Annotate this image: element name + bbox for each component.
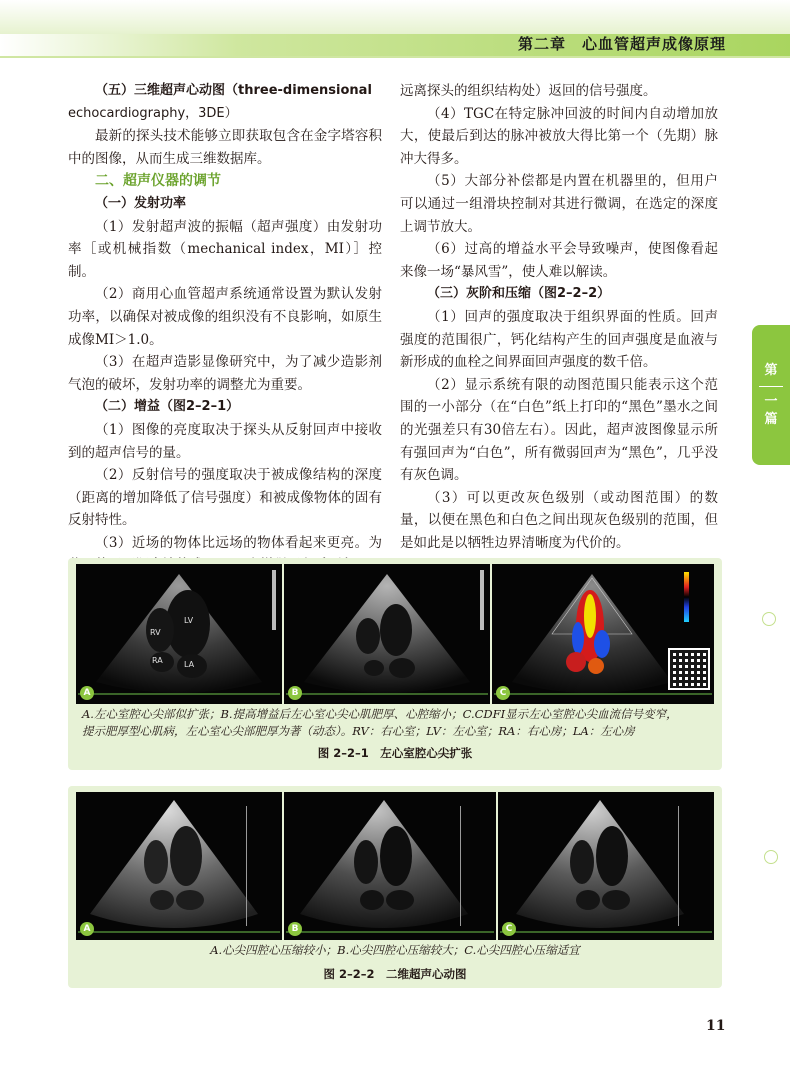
- panel-letter-b: B: [288, 686, 302, 700]
- qr-code: [668, 648, 710, 690]
- paragraph: （5）大部分补偿都是内置在机器里的，但用户可以通过一组滑块控制对其进行微调，在选定的深度上调节放大。: [400, 173, 718, 235]
- paragraph: （3）在超声造影显像研究中，为了减少造影剂气泡的破坏，发射功率的调整尤为重要。: [68, 354, 382, 393]
- echo-image: [284, 564, 490, 704]
- label-lv: LV: [184, 616, 194, 625]
- chapter-title: 第二章 心血管超声成像原理: [517, 35, 726, 53]
- side-tab-char: 一: [764, 393, 778, 409]
- paragraph: （3）可以更改灰色级别（或动图范围）的数量，以便在黑色和白色之间出现灰色级别的范围，但是如此是以牺牲边界清晰度为代价的。: [400, 489, 718, 551]
- paragraph: （1）图像的亮度取决于探头从反射回声中接收到的超声信号的量。: [68, 421, 382, 461]
- panel-letter-c: C: [496, 686, 510, 700]
- paragraph: （2）商用心血管超声系统通常设置为默认发射功率，以确保对被成像的组织没有不良影响，如原生成像MI＞1.0。: [68, 286, 382, 348]
- paragraph: （1）回声的强度取决于组织界面的性质。回声强度的范围很广，钙化结构产生的回声强度是血液与新形成的血栓之间界面回声强度的数千倍。: [400, 308, 718, 371]
- figure-title: 图 2–2–2 二维超声心动图: [323, 967, 467, 981]
- echo-image: [498, 792, 714, 940]
- panel-letter-a: A: [80, 686, 94, 700]
- decorative-circle: [764, 850, 778, 864]
- figure-title: 图 2–2–1 左心室腔心尖扩张: [317, 746, 473, 760]
- figure-2-2-2: [68, 786, 722, 988]
- caption-line: A.左心室腔心尖部似扩张；B.提高增益后左心室心尖心肌肥厚、心腔缩小；C.CDFI显示左心室腔心尖血流信号变窄，: [82, 707, 678, 721]
- section-5-heading-cont: echocardiography，3DE）: [68, 105, 238, 121]
- decorative-circle: [762, 612, 776, 626]
- paragraph: （2）显示系统有限的动图范围只能表示这个范围的一小部分（在“白色”纸上打印的“黑色”墨水之间的光强差只有30倍左右）。因此，超声波图像显示所有强回声为“白色”，所有微弱回声为“黑色”，几乎没有灰色调。: [400, 376, 718, 484]
- page-number: 11: [706, 1018, 726, 1034]
- left-column: [68, 80, 382, 577]
- subsection-heading-power: （一）发射功率: [95, 195, 187, 211]
- paragraph: （4）TGC在特定脉冲回波的时间内自动增加放大，使最后到达的脉冲被放大得比第一个（先期）脉冲大得多。: [400, 105, 718, 167]
- panel-letter-b: B: [288, 922, 302, 936]
- subsection-heading-gain: （二）增益（图2–2–1）: [95, 399, 240, 415]
- right-column: [400, 80, 718, 554]
- echo-panel-a: [76, 792, 282, 940]
- label-la: LA: [184, 660, 195, 669]
- paragraph: 远离探头的组织结构处）返回的信号强度。: [400, 83, 657, 99]
- echo-panel-c: [498, 792, 714, 940]
- echo-panel-b: [284, 564, 490, 704]
- echo-image: [76, 792, 282, 940]
- figure-caption: [82, 706, 708, 740]
- figure-caption: A.心尖四腔心压缩较小；B.心尖四腔心压缩较大；C.心尖四腔心压缩适宜: [210, 943, 580, 957]
- subsection-heading-grayscale: （三）灰阶和压缩（图2–2–2）: [427, 286, 611, 302]
- side-tab: [752, 325, 790, 465]
- panel-letter-c: C: [502, 922, 516, 936]
- echo-panel-b: [284, 792, 496, 940]
- echo-panel-c: [492, 564, 714, 704]
- side-tab-char: 篇: [764, 411, 778, 427]
- echo-panel-a: [76, 564, 282, 704]
- section-2-heading: 二、超声仪器的调节: [95, 173, 221, 190]
- paragraph: （3）近场的物体比远场的物体看起来更亮。为: [95, 534, 382, 551]
- label-rv: RV: [150, 628, 161, 637]
- caption-line: 提示肥厚型心肌病，左心室心尖部肥厚为著（动态）。RV：右心室；LV：左心室；RA：右心房；LA：左心房: [82, 724, 635, 738]
- paragraph: （1）发射超声波的振幅（超声强度）由发射功率［或机械指数（mechanical index，MI）］控制。: [68, 218, 382, 280]
- side-tab-char: 第: [764, 362, 778, 378]
- label-ra: RA: [152, 656, 163, 665]
- section-5-heading: （五）三维超声心动图（three-dimensional: [95, 83, 372, 98]
- echo-image: [76, 564, 282, 704]
- paragraph: （6）过高的增益水平会导致噪声，使图像看起来像一场“暴风雪”，使人难以解读。: [400, 241, 718, 280]
- echo-image: [284, 792, 496, 940]
- side-tab-rule: [759, 386, 783, 387]
- paragraph: 最新的探头技术能够立即获取包含在金字塔容积中的图像，从而生成三维数据库。: [68, 128, 382, 167]
- panel-letter-a: A: [80, 922, 94, 936]
- figure-2-2-1: [68, 558, 722, 770]
- paragraph: （2）反射信号的强度取决于被成像结构的深度（距离的增加降低了信号强度）和被成像物体的固有反射特性。: [68, 467, 382, 529]
